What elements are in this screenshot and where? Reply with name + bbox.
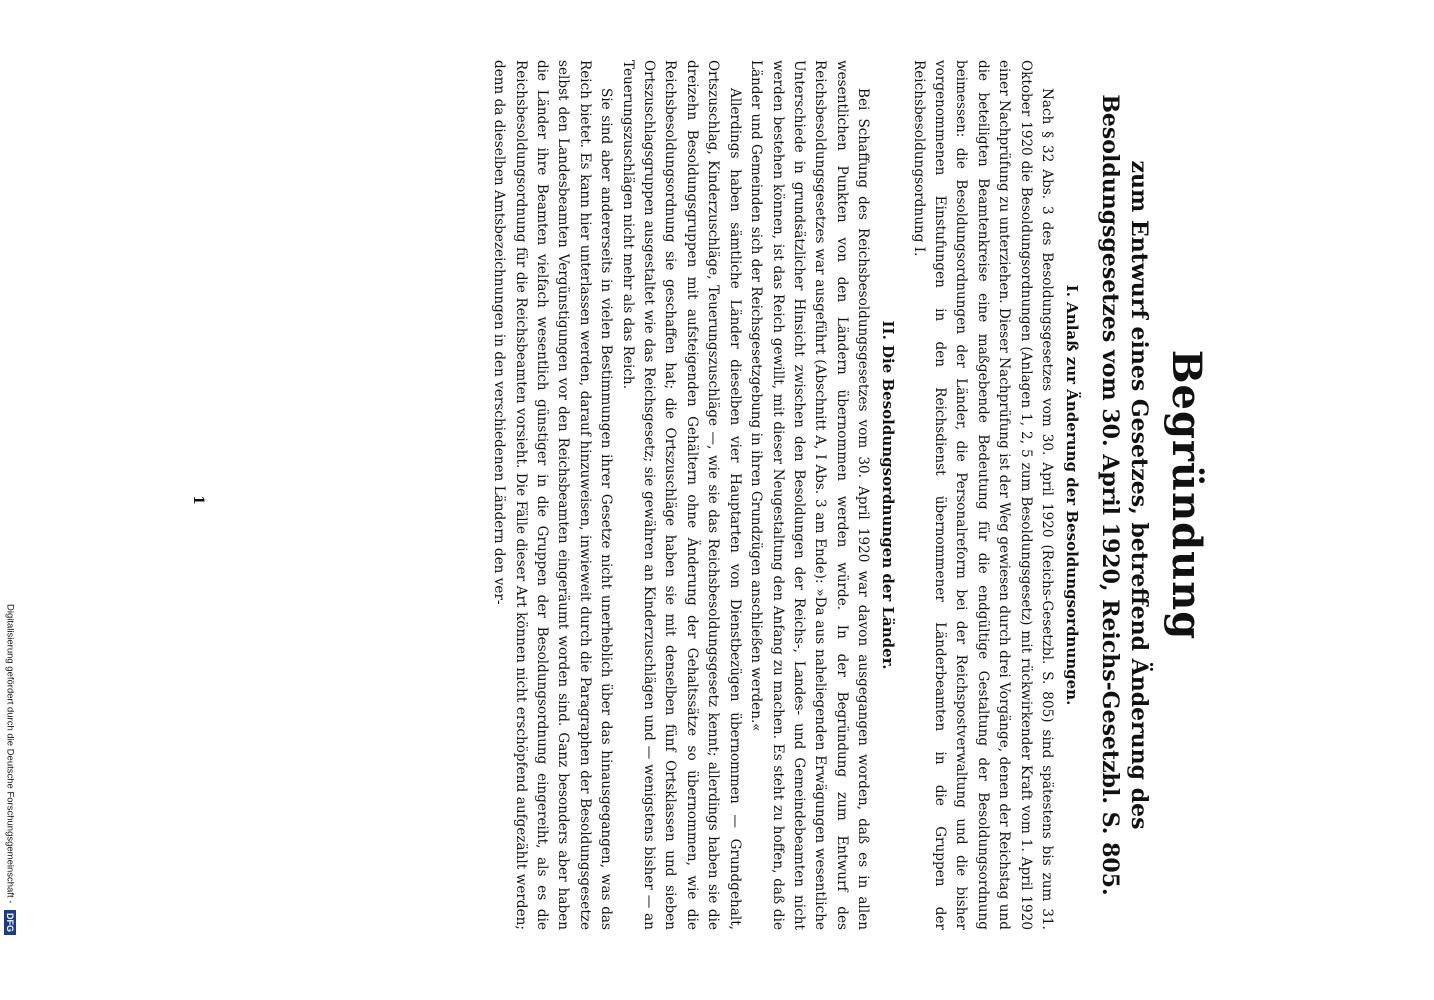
paragraph: Sie sind aber andererseits in vielen Bestimmungen ihrer Gesetze nicht unerheblich über das hinausgegangen, was das Reich bietet. Es kann hier unterlassen werden, darauf hinzuweisen, inwieweit durch die Paragraphen der Besoldungsgesetze selbst den Landesbeamten Vergünstigungen vor den Reichsbeamten eingeräumt worden sind. Ganz besonders aber haben die Länder ihre Beamten vielfach wesentlich günstiger in die Gruppen der Besoldungsordnung eingereiht, als es die Reichsbesoldungsordnung für die Reichsbeamten vorsieht. Die Fälle dieser Art können nicht erschöpfend aufgezählt werden; denn da dieselben Amtsbezeichnungen in den verschiedenen Ländern den ver- (491, 60, 615, 930)
page-content (170, 0, 1250, 1000)
document-subtitle: zum Entwurf eines Gesetzes, betreffend Änderung des Besoldungsgesetzes vom 30. April 1920, Reichs-Gesetzbl. S. 805. (1097, 94, 1152, 896)
dfg-logo: DFG (4, 910, 16, 935)
digitization-credit-text-wrap (4, 604, 16, 984)
section-heading: I. Anlaß zur Änderung der Besoldungsordnungen. (1063, 284, 1081, 706)
digitization-credit (0, 0, 20, 1000)
credit-text: Digitalisierung gefördert durch die Deutsche Forschungsgemeinschaft - (4, 604, 16, 904)
section-2 (488, 60, 897, 930)
page-number: 1 (190, 495, 206, 505)
section-heading: II. Die Besoldungsordnungen der Länder. (879, 320, 898, 670)
paragraph: Allerdings haben sämtliche Länder dieselben vier Hauptarten von Dienstbezügen übernommen — Grundgehalt, Ortszuschlag, Kinderzuschläge, Teuerungszuschläge —, wie sie das Reichsbesoldungsgesetz kennt; allerdings haben sie die dreizehn Besoldungsgruppen mit aufsteigenden Gehältern ohne Änderung der Gehaltssätze so übernommen, wie die Reichsbesoldungsordnung sie geschaffen hat; die Ortszuschläge haben sie mit denselben fünf Ortsklassen und sieben Ortszuschlagsgruppen ausgestaltet wie das Reichsgesetz; sie gewähren an Kinderzuschlägen und — wenigstens bisher — an Teuerungszuschlägen nicht mehr als das Reich. (619, 60, 743, 930)
section-1 (907, 60, 1081, 930)
paragraph: Nach § 32 Abs. 3 des Besoldungsgesetzes vom 30. April 1920 (Reichs-Gesetzbl. S. 805) sind spätestens bis zum 31. Oktober 1920 die Besoldungsordnungen (Anlagen 1, 2, 5 zum Besoldungsgesetz) mit rückwirkender Kraft vom 1. April 1920 einer Nachprüfung zu unterziehen. Dieser Nachprüfung ist der Weg gewiesen durch drei Vorgänge, denen der Reichstag und die beteiligten Beamtenkreise eine maßgebende Bedeutung für die endgültige Gestaltung der Besoldungsordnung beimessen: die Besoldungsordnungen der Länder, die Personalreform bei der Reichspostverwaltung und die bisher vorgenommenen Einstufungen in den Reichsdienst übernommener Länderbeamten in die Gruppen der Reichsbesoldungsordnung I. (910, 60, 1055, 930)
paragraph: Bei Schaffung des Reichsbesoldungsgesetzes vom 30. April 1920 war davon ausgegangen worden, daß es in allen wesentlichen Punkten von den Ländern übernommen werden würde. In der Begründung zum Entwurf des Reichsbesoldungsgesetzes war ausgeführt (Abschnitt A, I Abs. 3 am Ende): »Da aus naheliegenden Erwägungen wesentliche Unterschiede in grundsätzlicher Hinsicht zwischen den Besoldungen der Reichs-, Landes- und Gemeindebeamten nicht werden bestehen können, ist das Reich gewillt, mit dieser Neugestaltung den Anfang zu machen. Es steht zu hoffen, daß die Länder und Gemeinden sich der Reichsgesetzgebung in ihren Grundzügen anschließen werden.« (748, 60, 872, 930)
scanned-page (170, 0, 1250, 1000)
document-title: Begründung (1163, 349, 1210, 641)
